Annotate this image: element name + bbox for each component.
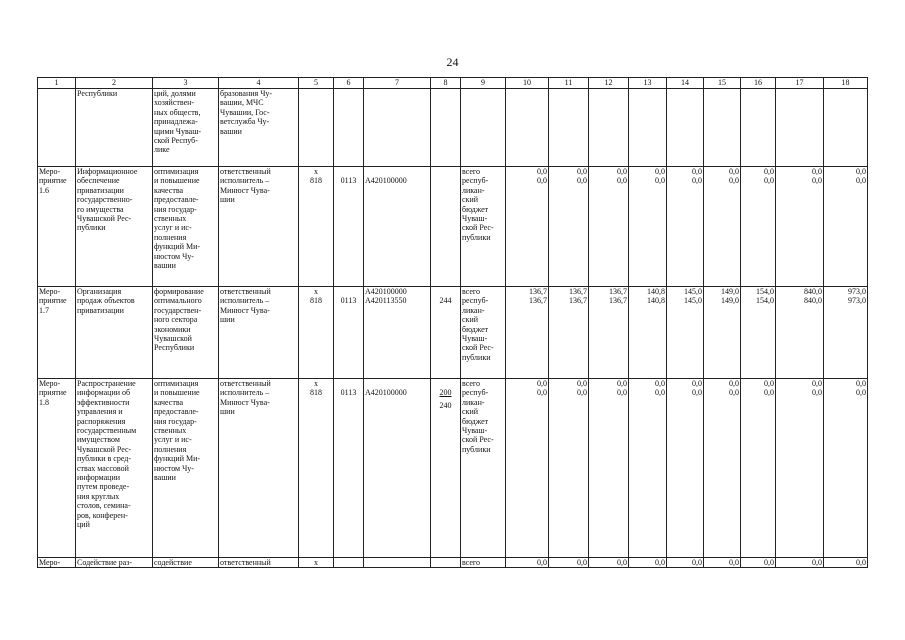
vr-code: 200	[439, 388, 452, 398]
cont-executor: бразования Чу- вашии, МЧС Чувашии, Гос- ветслужба Чу- вашии	[219, 89, 299, 167]
value-total: 0,0	[692, 379, 702, 388]
value-republic: 0,0	[856, 388, 866, 398]
value-total: 0,0	[617, 379, 627, 388]
value-total: 145,0	[684, 287, 702, 296]
value-total: 136,7	[609, 287, 627, 296]
source-total: всего	[462, 167, 481, 176]
header-cell: 13	[629, 78, 667, 89]
value-republic: 145,0	[684, 296, 702, 306]
value-republic: 0,0	[617, 388, 627, 398]
header-cell: 17	[776, 78, 824, 89]
value-republic: 0,0	[764, 388, 774, 398]
grbs-code: 818	[310, 296, 322, 306]
value-republic: 136,7	[609, 296, 627, 306]
measure-goal: содействие	[153, 558, 219, 568]
value-total: 0,0	[629, 558, 667, 568]
header-cell: 3	[153, 78, 219, 89]
value-republic: 0,0	[655, 176, 665, 186]
measure-goal: оптимизация и повышение качества предоставле- ния государ- ственных услуг и ис- полнения функций Ми- нюстом Чу- вашии	[153, 379, 219, 558]
measure-name: Организация продаж объектов приватизации	[76, 287, 153, 379]
source-total: всего	[462, 287, 481, 296]
value-republic: 0,0	[655, 388, 665, 398]
value-total: 149,0	[721, 287, 739, 296]
header-cell: 4	[219, 78, 299, 89]
value-republic: 0,0	[812, 176, 822, 186]
value-total: 0,0	[506, 558, 549, 568]
value-republic: 0,0	[537, 176, 547, 186]
value-total: 0,0	[741, 558, 776, 568]
header-cell: 6	[334, 78, 364, 89]
grbs-total: x	[299, 558, 334, 568]
source-total: всего	[462, 379, 481, 388]
header-cell: 15	[704, 78, 741, 89]
value-total: 0,0	[729, 379, 739, 388]
rzpr-total	[335, 167, 362, 176]
vr-code: 240	[439, 400, 452, 410]
value-republic: 0,0	[692, 176, 702, 186]
grbs-total: x	[314, 287, 318, 296]
value-total: 840,0	[804, 287, 822, 296]
header-cell: 8	[431, 78, 461, 89]
cont-goal: ций, долями хозяйствен- ных обществ, принадлежа- щими Чуваш- ской Респуб- лике	[153, 89, 219, 167]
header-cell: 10	[506, 78, 549, 89]
csr-total: А420100000	[365, 287, 407, 296]
value-republic: 0,0	[856, 176, 866, 186]
value-total: 0,0	[692, 167, 702, 176]
value-republic: 973,0	[848, 296, 866, 306]
header-cell: 7	[364, 78, 431, 89]
header-cell: 14	[667, 78, 704, 89]
value-republic: 0,0	[537, 388, 547, 398]
value-republic: 840,0	[804, 296, 822, 306]
value-total: 0,0	[856, 379, 866, 388]
measure-executor: ответственный исполнитель – Минюст Чува- шии	[219, 379, 299, 558]
grbs-code: 818	[310, 176, 322, 186]
value-total: 0,0	[617, 167, 627, 176]
measure-code: Меро- приятие 1.6	[38, 167, 76, 287]
header-cell: 5	[299, 78, 334, 89]
value-total: 0,0	[776, 558, 824, 568]
measure-code: Меро-	[38, 558, 76, 568]
value-total: 154,0	[756, 287, 774, 296]
value-total: 0,0	[764, 167, 774, 176]
measure-code: Меро- приятие 1.8	[38, 379, 76, 558]
value-republic: 0,0	[617, 176, 627, 186]
measure-goal: формирование оптимального государствен- ного сектора экономики Чувашской Республики	[153, 287, 219, 379]
value-republic: 136,7	[529, 296, 547, 306]
vr-total	[432, 167, 459, 176]
csr-total	[365, 379, 429, 388]
header-row	[38, 78, 868, 89]
header-cell: 1	[38, 78, 76, 89]
source-republic: респуб- ликан- ский бюджет Чуваш- ской Рес- публики	[462, 176, 494, 242]
value-republic: 0,0	[577, 388, 587, 398]
value-total: 0,0	[824, 558, 868, 568]
value-republic: 154,0	[756, 296, 774, 306]
value-republic: 0,0	[764, 176, 774, 186]
value-republic: 0,0	[729, 176, 739, 186]
measure-executor: ответственный исполнитель – Минюст Чува- шии	[219, 167, 299, 287]
rzpr-code: 0113	[340, 296, 357, 306]
value-total: 0,0	[764, 379, 774, 388]
value-total: 0,0	[549, 558, 589, 568]
value-republic: 0,0	[812, 388, 822, 398]
value-total: 0,0	[812, 167, 822, 176]
value-total: 0,0	[667, 558, 704, 568]
table-row	[38, 379, 868, 558]
csr-code: А420113550	[365, 296, 407, 306]
value-total: 0,0	[577, 379, 587, 388]
value-total: 0,0	[577, 167, 587, 176]
vr-code: 244	[439, 296, 452, 306]
header-cell: 18	[824, 78, 868, 89]
value-total: 140,8	[647, 287, 665, 296]
csr-total	[365, 167, 429, 176]
cont-name: Республики	[76, 89, 153, 167]
vr-total	[432, 287, 459, 296]
measure-executor: ответственный	[219, 558, 299, 568]
source-total: всего	[461, 558, 506, 568]
value-total: 0,0	[655, 167, 665, 176]
value-republic: 0,0	[692, 388, 702, 398]
value-republic: 0,0	[577, 176, 587, 186]
value-total: 0,0	[729, 167, 739, 176]
source-republic: респуб- ликан- ский бюджет Чуваш- ской Рес- публики	[462, 296, 494, 362]
table-row	[38, 287, 868, 379]
grbs-total: x	[314, 167, 318, 176]
value-republic: 140,8	[647, 296, 665, 306]
grbs-total: x	[314, 379, 318, 388]
value-total: 0,0	[812, 379, 822, 388]
value-total: 136,7	[529, 287, 547, 296]
header-cell: 9	[461, 78, 506, 89]
header-cell: 11	[549, 78, 589, 89]
value-total: 0,0	[704, 558, 741, 568]
grbs-code: 818	[310, 388, 322, 398]
program-table	[37, 77, 868, 568]
measure-name: Распространение информации об эффективности управления и распоряжения государственным имуществом Чувашской Рес- публики в сред- ствах массовой информации путем проведе- ния круглых столов, семина- ров, конферен- ций	[76, 379, 153, 558]
value-republic: 0,0	[729, 388, 739, 398]
measure-executor: ответственный исполнитель – Минюст Чува- шии	[219, 287, 299, 379]
measure-code: Меро- приятие 1.7	[38, 287, 76, 379]
value-total: 0,0	[589, 558, 629, 568]
page-number: 24	[446, 55, 459, 69]
header-cell: 16	[741, 78, 776, 89]
value-total: 973,0	[848, 287, 866, 296]
value-total: 0,0	[856, 167, 866, 176]
header-cell: 12	[589, 78, 629, 89]
measure-name: Информационное обеспечение приватизации государственно- го имущества Чувашской Рес- публики	[76, 167, 153, 287]
table-row	[38, 167, 868, 287]
continuation-row	[38, 89, 868, 167]
table-row	[38, 558, 868, 568]
csr-code: А420100000	[365, 176, 407, 186]
value-total: 136,7	[569, 287, 587, 296]
value-total: 0,0	[537, 379, 547, 388]
rzpr-total	[335, 287, 362, 296]
rzpr-code: 0113	[340, 176, 357, 186]
value-total: 0,0	[655, 379, 665, 388]
measure-goal: оптимизация и повышение качества предоставле- ния государ- ственных услуг и ис- полнения функций Ми- нюстом Чу- вашии	[153, 167, 219, 287]
measure-name: Содействие раз-	[76, 558, 153, 568]
rzpr-code: 0113	[340, 388, 357, 398]
value-republic: 149,0	[721, 296, 739, 306]
vr-total	[432, 379, 459, 388]
value-total: 0,0	[537, 167, 547, 176]
value-republic: 136,7	[569, 296, 587, 306]
rzpr-total	[335, 379, 362, 388]
vr-code	[432, 176, 459, 185]
csr-code: А420100000	[365, 388, 407, 398]
header-cell: 2	[76, 78, 153, 89]
source-republic: респуб- ликан- ский бюджет Чуваш- ской Рес- публики	[462, 388, 494, 454]
